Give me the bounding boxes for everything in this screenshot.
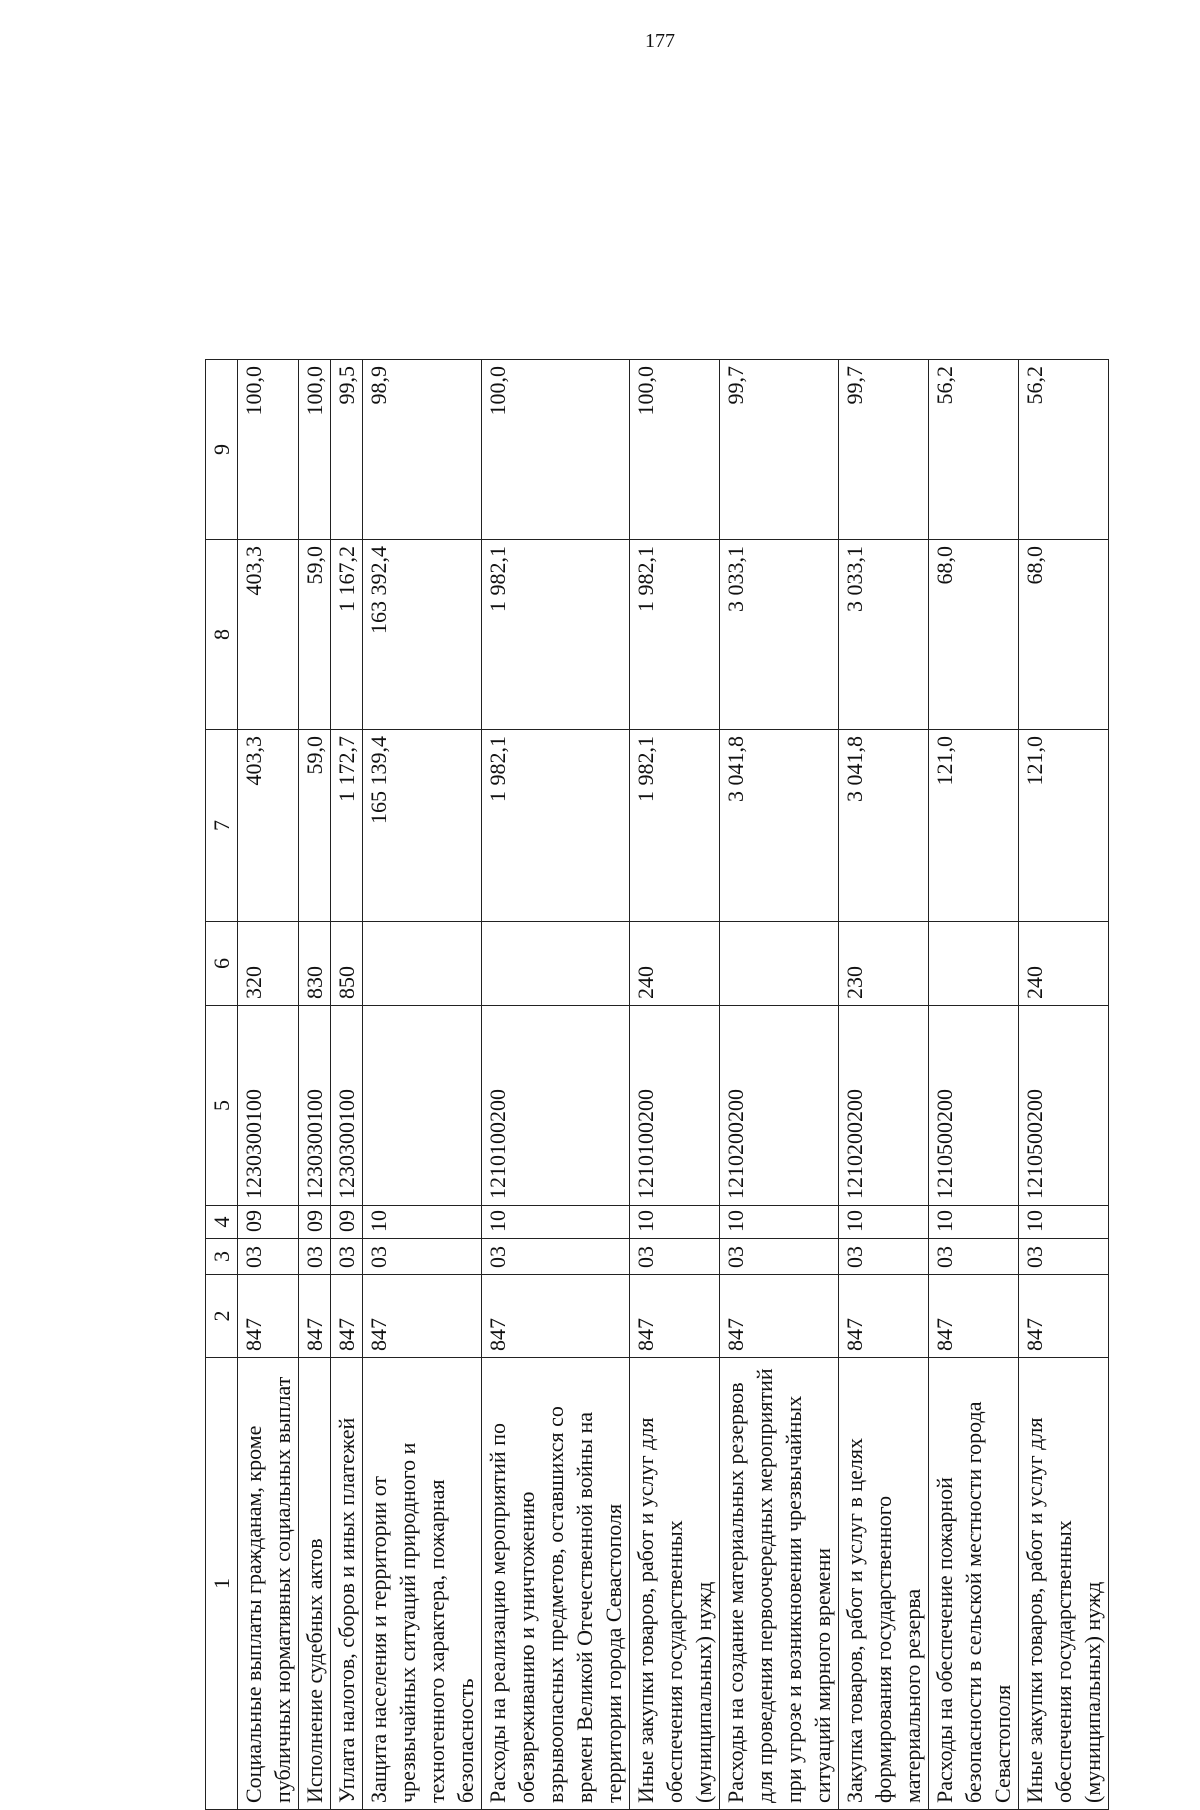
- table-cell: 850: [331, 922, 363, 1006]
- table-cell: 165 139,4: [363, 730, 482, 922]
- table-cell: 03: [720, 1239, 839, 1275]
- table-cell: 03: [238, 1239, 299, 1275]
- budget-table: [205, 359, 1109, 1810]
- table-cell: 847: [299, 1275, 331, 1358]
- table-cell: 100,0: [238, 360, 299, 540]
- table-cell: 121,0: [1019, 730, 1109, 922]
- table-cell: 56,2: [929, 360, 1019, 540]
- table-cell: 98,9: [363, 360, 482, 540]
- table-cell: 847: [331, 1275, 363, 1358]
- table-cell: 163 392,4: [363, 540, 482, 730]
- table-cell: 56,2: [1019, 360, 1109, 540]
- table-cell: 59,0: [299, 540, 331, 730]
- table-cell: 847: [238, 1275, 299, 1358]
- table-cell: 847: [1019, 1275, 1109, 1358]
- table-cell: 10: [1019, 1206, 1109, 1239]
- header-cell: 5: [206, 1006, 238, 1206]
- table-cell: 1230300100: [238, 1006, 299, 1206]
- table-row: [1019, 360, 1109, 1810]
- table-cell: 847: [720, 1275, 839, 1358]
- table-cell: 1 982,1: [482, 540, 630, 730]
- table-cell: 1210100200: [630, 1006, 720, 1206]
- table-cell: Расходы на реализацию мероприятий по обезвреживанию и уничтожению взрывоопасных предметов, оставшихся со времен Великой Отечественной войны на территории города Севастополя: [482, 1358, 630, 1810]
- table-cell: 10: [482, 1206, 630, 1239]
- table-cell: 99,7: [720, 360, 839, 540]
- table-cell: [363, 1006, 482, 1206]
- table-cell: 1210200200: [839, 1006, 929, 1206]
- table-cell: 3 041,8: [839, 730, 929, 922]
- table-header-row: [206, 360, 238, 1810]
- table-row: [720, 360, 839, 1810]
- table-cell: 10: [630, 1206, 720, 1239]
- table-cell: 100,0: [482, 360, 630, 540]
- table-cell: 03: [331, 1239, 363, 1275]
- header-cell: 2: [206, 1275, 238, 1358]
- table-cell: 1 167,2: [331, 540, 363, 730]
- table-cell: 3 033,1: [839, 540, 929, 730]
- table-cell: 10: [929, 1206, 1019, 1239]
- table-cell: 230: [839, 922, 929, 1006]
- table-cell: 240: [630, 922, 720, 1006]
- table-cell: 10: [839, 1206, 929, 1239]
- table-cell: 03: [363, 1239, 482, 1275]
- table-cell: 59,0: [299, 730, 331, 922]
- table-cell: 68,0: [1019, 540, 1109, 730]
- table-cell: 03: [299, 1239, 331, 1275]
- table-row: [630, 360, 720, 1810]
- table-row: [839, 360, 929, 1810]
- table-row: [363, 360, 482, 1810]
- header-cell: 1: [206, 1358, 238, 1810]
- table-cell: Исполнение судебных актов: [299, 1358, 331, 1810]
- table-cell: Социальные выплаты гражданам, кроме публичных нормативных социальных выплат: [238, 1358, 299, 1810]
- table-cell: Закупка товаров, работ и услуг в целях формирования государственного материального резерва: [839, 1358, 929, 1810]
- table-cell: 403,3: [238, 540, 299, 730]
- table-row: [482, 360, 630, 1810]
- rotated-table-container: [205, 360, 1155, 1810]
- table-cell: Иные закупки товаров, работ и услуг для обеспечения государственных (муниципальных) нужд: [1019, 1358, 1109, 1810]
- table-cell: [363, 922, 482, 1006]
- table-cell: Расходы на обеспечение пожарной безопасности в сельской местности города Севастополя: [929, 1358, 1019, 1810]
- table-cell: 240: [1019, 922, 1109, 1006]
- table-cell: 830: [299, 922, 331, 1006]
- table-cell: 68,0: [929, 540, 1019, 730]
- table-cell: 100,0: [630, 360, 720, 540]
- table-cell: Расходы на создание материальных резервов для проведения первоочередных мероприятий при угрозе и возникновении чрезвычайных ситуаций мирного времени: [720, 1358, 839, 1810]
- header-cell: 8: [206, 540, 238, 730]
- table-cell: 03: [1019, 1239, 1109, 1275]
- table-cell: 09: [331, 1206, 363, 1239]
- table-cell: 03: [630, 1239, 720, 1275]
- table-cell: 1 982,1: [482, 730, 630, 922]
- header-cell: 3: [206, 1239, 238, 1275]
- table-cell: 1230300100: [299, 1006, 331, 1206]
- table-row: [238, 360, 299, 1810]
- header-cell: 7: [206, 730, 238, 922]
- table-cell: 03: [929, 1239, 1019, 1275]
- header-cell: 4: [206, 1206, 238, 1239]
- table-cell: 100,0: [299, 360, 331, 540]
- table-cell: 03: [482, 1239, 630, 1275]
- table-cell: 847: [839, 1275, 929, 1358]
- table-cell: 10: [720, 1206, 839, 1239]
- table-cell: Уплата налогов, сборов и иных платежей: [331, 1358, 363, 1810]
- table-cell: 1 982,1: [630, 730, 720, 922]
- table-cell: 320: [238, 922, 299, 1006]
- table-cell: 03: [839, 1239, 929, 1275]
- table-cell: 847: [929, 1275, 1019, 1358]
- header-cell: 9: [206, 360, 238, 540]
- table-row: [299, 360, 331, 1810]
- table-cell: 847: [363, 1275, 482, 1358]
- table-row: [331, 360, 363, 1810]
- table-cell: 847: [630, 1275, 720, 1358]
- table-cell: [929, 922, 1019, 1006]
- table-cell: 403,3: [238, 730, 299, 922]
- header-cell: 6: [206, 922, 238, 1006]
- table-cell: 10: [363, 1206, 482, 1239]
- table-cell: 1 172,7: [331, 730, 363, 922]
- table-cell: 99,5: [331, 360, 363, 540]
- table-cell: 09: [299, 1206, 331, 1239]
- table-cell: 1210500200: [929, 1006, 1019, 1206]
- table-cell: 847: [482, 1275, 630, 1358]
- table-cell: 09: [238, 1206, 299, 1239]
- table-cell: 1 982,1: [630, 540, 720, 730]
- table-cell: Иные закупки товаров, работ и услуг для обеспечения государственных (муниципальных) нужд: [630, 1358, 720, 1810]
- table-cell: 121,0: [929, 730, 1019, 922]
- table-cell: Защита населения и территории от чрезвычайных ситуаций природного и техногенного характера, пожарная безопасность: [363, 1358, 482, 1810]
- table-cell: 99,7: [839, 360, 929, 540]
- table-cell: [720, 922, 839, 1006]
- table-cell: [482, 922, 630, 1006]
- table-cell: 1210200200: [720, 1006, 839, 1206]
- table-cell: 1210500200: [1019, 1006, 1109, 1206]
- table-cell: 1230300100: [331, 1006, 363, 1206]
- table-row: [929, 360, 1019, 1810]
- table-cell: 3 041,8: [720, 730, 839, 922]
- page-number: 177: [645, 30, 675, 52]
- table-cell: 1210100200: [482, 1006, 630, 1206]
- table-cell: 3 033,1: [720, 540, 839, 730]
